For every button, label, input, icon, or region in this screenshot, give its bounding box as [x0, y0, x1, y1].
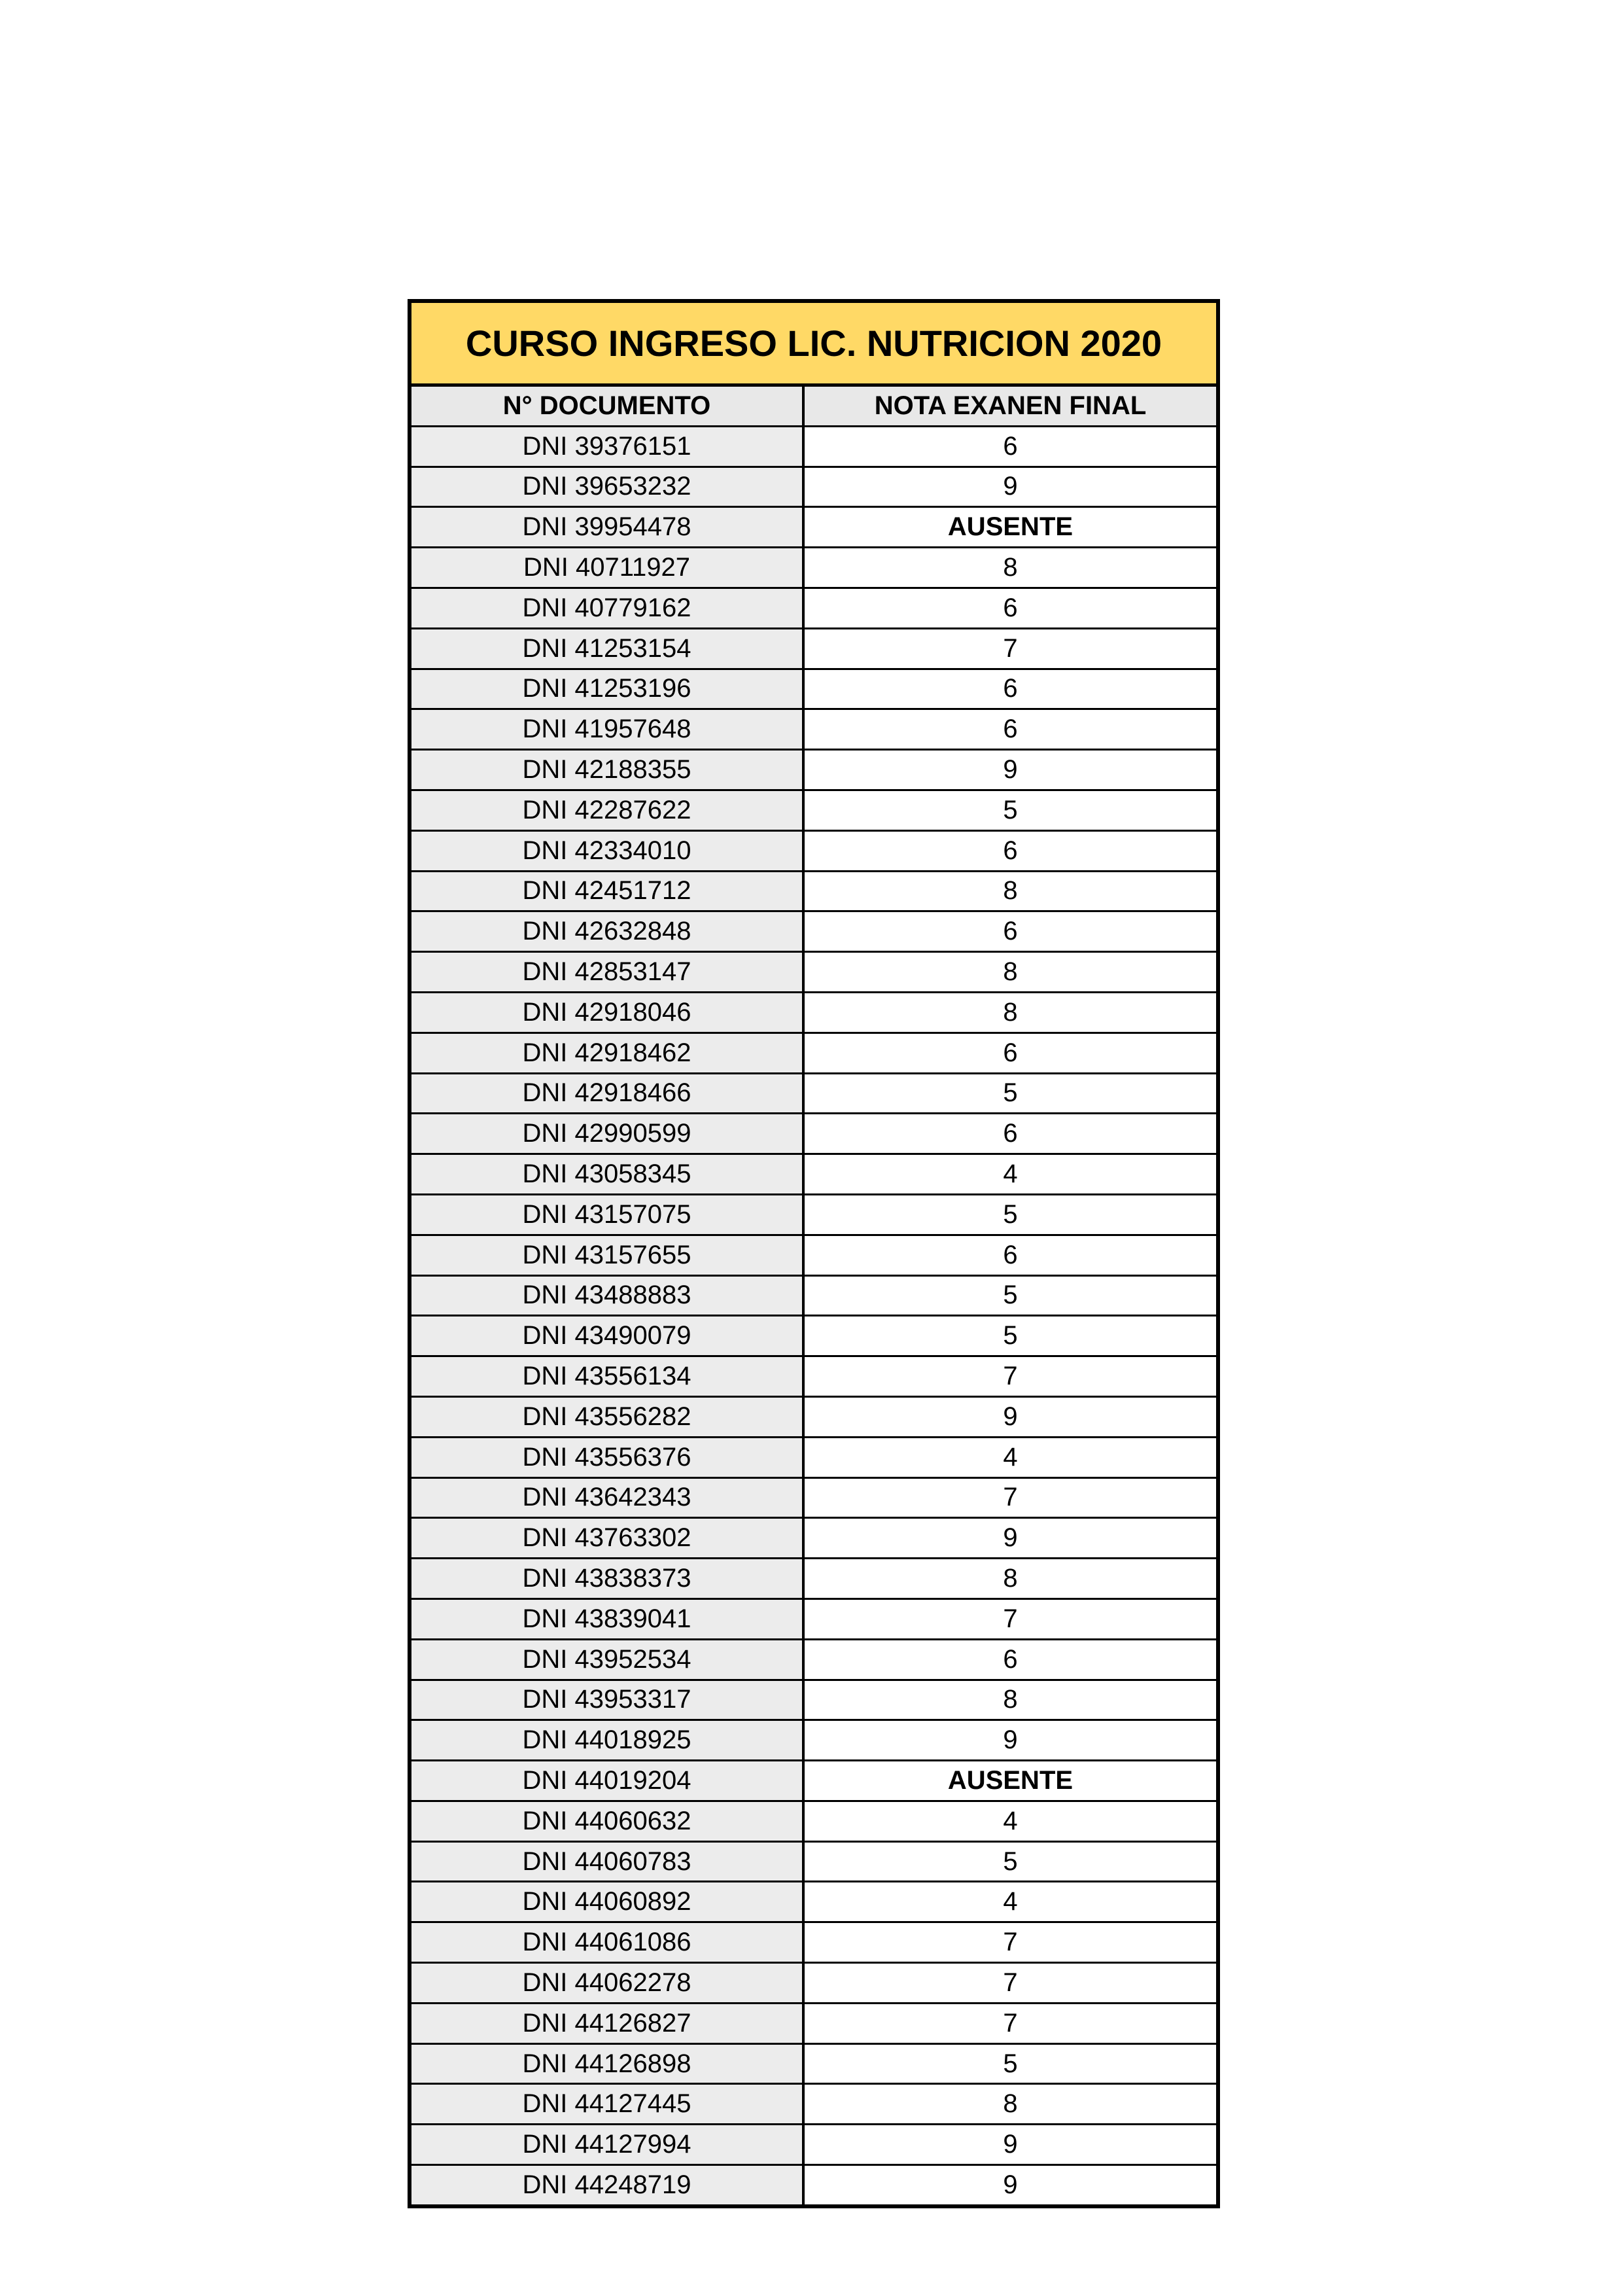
document-cell: DNI 42632848: [411, 911, 803, 952]
grade-cell: 6: [803, 1114, 1216, 1154]
grade-cell: 4: [803, 1154, 1216, 1195]
document-cell: DNI 40711927: [411, 548, 803, 588]
table-row: [411, 426, 1216, 467]
grade-cell: 6: [803, 669, 1216, 709]
document-cell: DNI 43157075: [411, 1194, 803, 1235]
grade-cell: 9: [803, 1720, 1216, 1761]
table-row: [411, 1477, 1216, 1518]
document-cell: DNI 44248719: [411, 2165, 803, 2204]
grade-cell: AUSENTE: [803, 1761, 1216, 1801]
grade-cell: 9: [803, 2165, 1216, 2204]
grade-cell: 5: [803, 1275, 1216, 1316]
table-row: [411, 1680, 1216, 1720]
table-row: [411, 628, 1216, 669]
grade-cell: 7: [803, 1963, 1216, 2004]
grade-cell: 8: [803, 871, 1216, 911]
document-cell: DNI 42287622: [411, 790, 803, 830]
table-body: [411, 426, 1216, 2204]
table-row: [411, 1963, 1216, 2004]
document-cell: DNI 44127994: [411, 2125, 803, 2165]
document-cell: DNI 44126827: [411, 2003, 803, 2043]
grade-cell: 6: [803, 1235, 1216, 1275]
document-cell: DNI 42918466: [411, 1073, 803, 1114]
table-row: [411, 1356, 1216, 1397]
grades-sheet: [408, 299, 1220, 2208]
document-cell: DNI 44018925: [411, 1720, 803, 1761]
table-row: [411, 1882, 1216, 1922]
document-cell: DNI 43556376: [411, 1437, 803, 1477]
table-row: [411, 2165, 1216, 2204]
table-row: [411, 1841, 1216, 1882]
grade-cell: 9: [803, 750, 1216, 790]
document-cell: DNI 44060632: [411, 1801, 803, 1841]
table-row: [411, 2003, 1216, 2043]
grade-cell: 7: [803, 1477, 1216, 1518]
grade-cell: 6: [803, 1639, 1216, 1680]
table-row: [411, 1033, 1216, 1073]
grade-cell: 4: [803, 1801, 1216, 1841]
document-cell: DNI 43763302: [411, 1518, 803, 1559]
document-cell: DNI 44062278: [411, 1963, 803, 2004]
grade-cell: 5: [803, 2043, 1216, 2084]
grade-cell: 8: [803, 2084, 1216, 2125]
table-row: [411, 1639, 1216, 1680]
document-cell: DNI 39954478: [411, 507, 803, 548]
table-row: [411, 2084, 1216, 2125]
grade-cell: 7: [803, 1598, 1216, 1639]
grade-cell: 6: [803, 1033, 1216, 1073]
document-cell: DNI 43490079: [411, 1316, 803, 1356]
grade-cell: 9: [803, 1518, 1216, 1559]
table-row: [411, 1801, 1216, 1841]
grade-cell: 7: [803, 2003, 1216, 2043]
table-row: [411, 790, 1216, 830]
sheet-title: CURSO INGRESO LIC. NUTRICION 2020: [411, 303, 1216, 387]
table-row: [411, 1922, 1216, 1963]
grade-cell: 4: [803, 1882, 1216, 1922]
table-row: [411, 1154, 1216, 1195]
grade-cell: 5: [803, 790, 1216, 830]
document-cell: DNI 43556282: [411, 1396, 803, 1437]
table-row: [411, 588, 1216, 628]
document-cell: DNI 44060892: [411, 1882, 803, 1922]
table-row: [411, 467, 1216, 507]
document-cell: DNI 43838373: [411, 1559, 803, 1599]
grade-cell: 5: [803, 1073, 1216, 1114]
table-row: [411, 2125, 1216, 2165]
document-cell: DNI 44127445: [411, 2084, 803, 2125]
table-header-row: [411, 387, 1216, 426]
document-cell: DNI 42451712: [411, 871, 803, 911]
column-header-grade: NOTA EXANEN FINAL: [803, 387, 1216, 426]
grade-cell: 6: [803, 426, 1216, 467]
grades-table: [411, 387, 1216, 2204]
document-cell: DNI 39376151: [411, 426, 803, 467]
grade-cell: 4: [803, 1437, 1216, 1477]
table-row: [411, 709, 1216, 750]
grade-cell: 6: [803, 830, 1216, 871]
document-cell: DNI 43839041: [411, 1598, 803, 1639]
grade-cell: 8: [803, 952, 1216, 993]
grade-cell: 7: [803, 1922, 1216, 1963]
table-row: [411, 1559, 1216, 1599]
document-cell: DNI 42853147: [411, 952, 803, 993]
document-cell: DNI 43953317: [411, 1680, 803, 1720]
grade-cell: 5: [803, 1194, 1216, 1235]
document-cell: DNI 41253196: [411, 669, 803, 709]
document-cell: DNI 39653232: [411, 467, 803, 507]
table-row: [411, 1598, 1216, 1639]
document-cell: DNI 42918046: [411, 992, 803, 1033]
table-row: [411, 750, 1216, 790]
table-row: [411, 1235, 1216, 1275]
document-cell: DNI 41253154: [411, 628, 803, 669]
table-row: [411, 1437, 1216, 1477]
table-row: [411, 992, 1216, 1033]
table-row: [411, 952, 1216, 993]
grade-cell: 6: [803, 911, 1216, 952]
table-row: [411, 1396, 1216, 1437]
document-cell: DNI 43952534: [411, 1639, 803, 1680]
column-header-document: N° DOCUMENTO: [411, 387, 803, 426]
table-row: [411, 1194, 1216, 1235]
document-cell: DNI 40779162: [411, 588, 803, 628]
document-cell: DNI 42334010: [411, 830, 803, 871]
grade-cell: 7: [803, 628, 1216, 669]
grade-cell: 5: [803, 1841, 1216, 1882]
grade-cell: 5: [803, 1316, 1216, 1356]
table-row: [411, 507, 1216, 548]
grade-cell: 8: [803, 1559, 1216, 1599]
document-cell: DNI 44060783: [411, 1841, 803, 1882]
grade-cell: 9: [803, 2125, 1216, 2165]
document-cell: DNI 43157655: [411, 1235, 803, 1275]
grade-cell: 8: [803, 1680, 1216, 1720]
table-row: [411, 1073, 1216, 1114]
grade-cell: 9: [803, 467, 1216, 507]
table-row: [411, 1114, 1216, 1154]
table-row: [411, 1316, 1216, 1356]
table-row: [411, 1518, 1216, 1559]
table-row: [411, 2043, 1216, 2084]
document-cell: DNI 44019204: [411, 1761, 803, 1801]
table-row: [411, 548, 1216, 588]
table-row: [411, 911, 1216, 952]
table-row: [411, 669, 1216, 709]
grade-cell: 7: [803, 1356, 1216, 1397]
document-cell: DNI 43556134: [411, 1356, 803, 1397]
document-cell: DNI 43642343: [411, 1477, 803, 1518]
grade-cell: 8: [803, 548, 1216, 588]
table-row: [411, 871, 1216, 911]
document-cell: DNI 44126898: [411, 2043, 803, 2084]
table-row: [411, 1761, 1216, 1801]
document-cell: DNI 42990599: [411, 1114, 803, 1154]
grade-cell: 8: [803, 992, 1216, 1033]
grade-cell: 6: [803, 588, 1216, 628]
document-cell: DNI 41957648: [411, 709, 803, 750]
document-cell: DNI 43058345: [411, 1154, 803, 1195]
grade-cell: 9: [803, 1396, 1216, 1437]
grade-cell: AUSENTE: [803, 507, 1216, 548]
document-cell: DNI 42918462: [411, 1033, 803, 1073]
grade-cell: 6: [803, 709, 1216, 750]
document-cell: DNI 44061086: [411, 1922, 803, 1963]
document-cell: DNI 42188355: [411, 750, 803, 790]
table-row: [411, 1275, 1216, 1316]
document-cell: DNI 43488883: [411, 1275, 803, 1316]
table-row: [411, 1720, 1216, 1761]
table-row: [411, 830, 1216, 871]
